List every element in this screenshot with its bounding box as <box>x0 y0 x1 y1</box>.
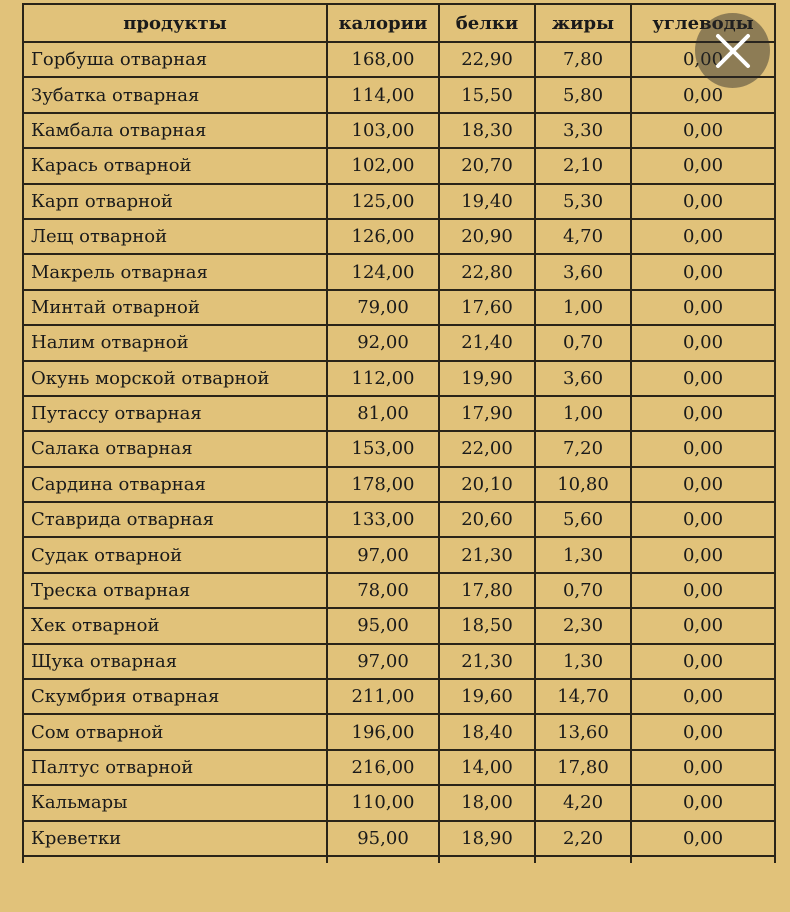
nutrition-table <box>22 3 776 863</box>
cell-fat: 3,60 <box>535 361 631 396</box>
cell-carbs: 0,00 <box>631 679 775 714</box>
table-row <box>23 184 775 219</box>
cell-protein: 20,60 <box>439 502 535 537</box>
cell-product: Скумбрия отварная <box>23 679 327 714</box>
cell-carbs: 0,00 <box>631 502 775 537</box>
cell-fat: 1,00 <box>535 396 631 431</box>
table-row <box>23 42 775 77</box>
cell-carbs: 0,00 <box>631 431 775 466</box>
table-row <box>23 113 775 148</box>
cell-calories: 178,00 <box>327 467 439 502</box>
cell-protein: 21,30 <box>439 644 535 679</box>
cell-protein: 22,00 <box>439 431 535 466</box>
header-product: продукты <box>23 4 327 42</box>
cell-protein: 19,40 <box>439 184 535 219</box>
table-body <box>23 42 775 863</box>
cell-fat: 2,30 <box>535 608 631 643</box>
cell-product: Путассу отварная <box>23 396 327 431</box>
cell-protein: 18,30 <box>439 113 535 148</box>
cell-fat: 7,20 <box>535 431 631 466</box>
cell-product: Карп отварной <box>23 184 327 219</box>
cell-calories: 216,00 <box>327 750 439 785</box>
cell-carbs: 0,00 <box>631 644 775 679</box>
cell-calories: 92,00 <box>327 325 439 360</box>
cell-product: Минтай отварной <box>23 290 327 325</box>
table-row <box>23 821 775 856</box>
cell-calories: 103,00 <box>327 113 439 148</box>
table-row <box>23 502 775 537</box>
cell-carbs: 0,00 <box>631 184 775 219</box>
cell-protein: 15,50 <box>439 77 535 112</box>
cell-protein: 18,40 <box>439 714 535 749</box>
cell-product: Щука отварная <box>23 644 327 679</box>
cell-carbs: 0,00 <box>631 714 775 749</box>
cell-fat: 3,60 <box>535 254 631 289</box>
cell-fat: 5,60 <box>535 502 631 537</box>
cell-carbs: 0,00 <box>631 785 775 820</box>
cell-partial <box>327 856 439 863</box>
cell-protein: 20,10 <box>439 467 535 502</box>
cell-carbs: 0,00 <box>631 750 775 785</box>
table-header-row <box>23 4 775 42</box>
cell-carbs: 0,00 <box>631 113 775 148</box>
cell-protein: 14,00 <box>439 750 535 785</box>
cell-calories: 102,00 <box>327 148 439 183</box>
table-row <box>23 396 775 431</box>
header-carbs: углеводы <box>631 4 775 42</box>
cell-protein: 20,90 <box>439 219 535 254</box>
cell-fat: 14,70 <box>535 679 631 714</box>
cell-calories: 126,00 <box>327 219 439 254</box>
table-row <box>23 537 775 572</box>
cell-carbs: 0,00 <box>631 821 775 856</box>
cell-protein: 22,80 <box>439 254 535 289</box>
cell-calories: 97,00 <box>327 644 439 679</box>
cell-partial <box>23 856 327 863</box>
cell-product: Креветки <box>23 821 327 856</box>
cell-product: Хек отварной <box>23 608 327 643</box>
cell-calories: 95,00 <box>327 821 439 856</box>
table-row <box>23 361 775 396</box>
cell-carbs: 0,00 <box>631 537 775 572</box>
cell-protein: 18,90 <box>439 821 535 856</box>
cell-protein: 17,60 <box>439 290 535 325</box>
cell-fat: 3,30 <box>535 113 631 148</box>
cell-fat: 17,80 <box>535 750 631 785</box>
cell-calories: 114,00 <box>327 77 439 112</box>
table-row <box>23 679 775 714</box>
cell-calories: 81,00 <box>327 396 439 431</box>
cell-protein: 17,80 <box>439 573 535 608</box>
cell-calories: 97,00 <box>327 537 439 572</box>
cell-carbs: 0,00 <box>631 396 775 431</box>
cell-carbs: 0,00 <box>631 467 775 502</box>
cell-carbs: 0,00 <box>631 219 775 254</box>
cell-product: Налим отварной <box>23 325 327 360</box>
cell-fat: 10,80 <box>535 467 631 502</box>
table-row <box>23 467 775 502</box>
cell-protein: 17,90 <box>439 396 535 431</box>
cell-fat: 5,30 <box>535 184 631 219</box>
cell-carbs: 0,00 <box>631 361 775 396</box>
cell-calories: 95,00 <box>327 608 439 643</box>
cell-product: Судак отварной <box>23 537 327 572</box>
cell-calories: 133,00 <box>327 502 439 537</box>
table-row <box>23 325 775 360</box>
cell-calories: 124,00 <box>327 254 439 289</box>
cell-fat: 1,30 <box>535 537 631 572</box>
cell-partial <box>535 856 631 863</box>
table-row-partial <box>23 856 775 863</box>
cell-fat: 7,80 <box>535 42 631 77</box>
cell-carbs: 0,00 <box>631 608 775 643</box>
close-button[interactable] <box>695 13 770 88</box>
cell-fat: 4,70 <box>535 219 631 254</box>
cell-carbs: 0,00 <box>631 573 775 608</box>
nutrition-table-sheet <box>22 3 774 863</box>
cell-carbs: 0,00 <box>631 148 775 183</box>
cell-fat: 2,20 <box>535 821 631 856</box>
cell-fat: 13,60 <box>535 714 631 749</box>
cell-fat: 0,70 <box>535 325 631 360</box>
cell-fat: 4,20 <box>535 785 631 820</box>
cell-product: Палтус отварной <box>23 750 327 785</box>
cell-calories: 168,00 <box>327 42 439 77</box>
cell-calories: 153,00 <box>327 431 439 466</box>
cell-product: Сардина отварная <box>23 467 327 502</box>
close-icon <box>714 32 752 70</box>
cell-product: Карась отварной <box>23 148 327 183</box>
table-row <box>23 290 775 325</box>
cell-product: Сом отварной <box>23 714 327 749</box>
cell-protein: 22,90 <box>439 42 535 77</box>
table-row <box>23 714 775 749</box>
cell-partial <box>439 856 535 863</box>
cell-fat: 0,70 <box>535 573 631 608</box>
cell-protein: 20,70 <box>439 148 535 183</box>
cell-product: Горбуша отварная <box>23 42 327 77</box>
cell-calories: 78,00 <box>327 573 439 608</box>
table-row <box>23 644 775 679</box>
cell-product: Окунь морской отварной <box>23 361 327 396</box>
table-row <box>23 77 775 112</box>
cell-product: Треска отварная <box>23 573 327 608</box>
cell-protein: 18,50 <box>439 608 535 643</box>
cell-calories: 125,00 <box>327 184 439 219</box>
cell-product: Камбала отварная <box>23 113 327 148</box>
cell-protein: 21,30 <box>439 537 535 572</box>
cell-carbs: 0,00 <box>631 254 775 289</box>
cell-carbs: 0,00 <box>631 42 775 77</box>
cell-fat: 5,80 <box>535 77 631 112</box>
cell-protein: 19,90 <box>439 361 535 396</box>
cell-calories: 112,00 <box>327 361 439 396</box>
cell-carbs: 0,00 <box>631 325 775 360</box>
cell-product: Макрель отварная <box>23 254 327 289</box>
cell-product: Зубатка отварная <box>23 77 327 112</box>
cell-product: Салака отварная <box>23 431 327 466</box>
cell-protein: 19,60 <box>439 679 535 714</box>
cell-fat: 1,00 <box>535 290 631 325</box>
cell-calories: 79,00 <box>327 290 439 325</box>
cell-fat: 1,30 <box>535 644 631 679</box>
table-row <box>23 608 775 643</box>
header-calories: калории <box>327 4 439 42</box>
cell-product: Лещ отварной <box>23 219 327 254</box>
table-row <box>23 148 775 183</box>
table-row <box>23 750 775 785</box>
header-fat: жиры <box>535 4 631 42</box>
cell-protein: 21,40 <box>439 325 535 360</box>
cell-calories: 211,00 <box>327 679 439 714</box>
table-row <box>23 254 775 289</box>
cell-product: Ставрида отварная <box>23 502 327 537</box>
cell-calories: 196,00 <box>327 714 439 749</box>
table-row <box>23 785 775 820</box>
cell-protein: 18,00 <box>439 785 535 820</box>
cell-product: Кальмары <box>23 785 327 820</box>
cell-partial <box>631 856 775 863</box>
cell-calories: 110,00 <box>327 785 439 820</box>
table-row <box>23 431 775 466</box>
cell-fat: 2,10 <box>535 148 631 183</box>
cell-carbs: 0,00 <box>631 77 775 112</box>
table-row <box>23 219 775 254</box>
header-protein: белки <box>439 4 535 42</box>
table-row <box>23 573 775 608</box>
cell-carbs: 0,00 <box>631 290 775 325</box>
